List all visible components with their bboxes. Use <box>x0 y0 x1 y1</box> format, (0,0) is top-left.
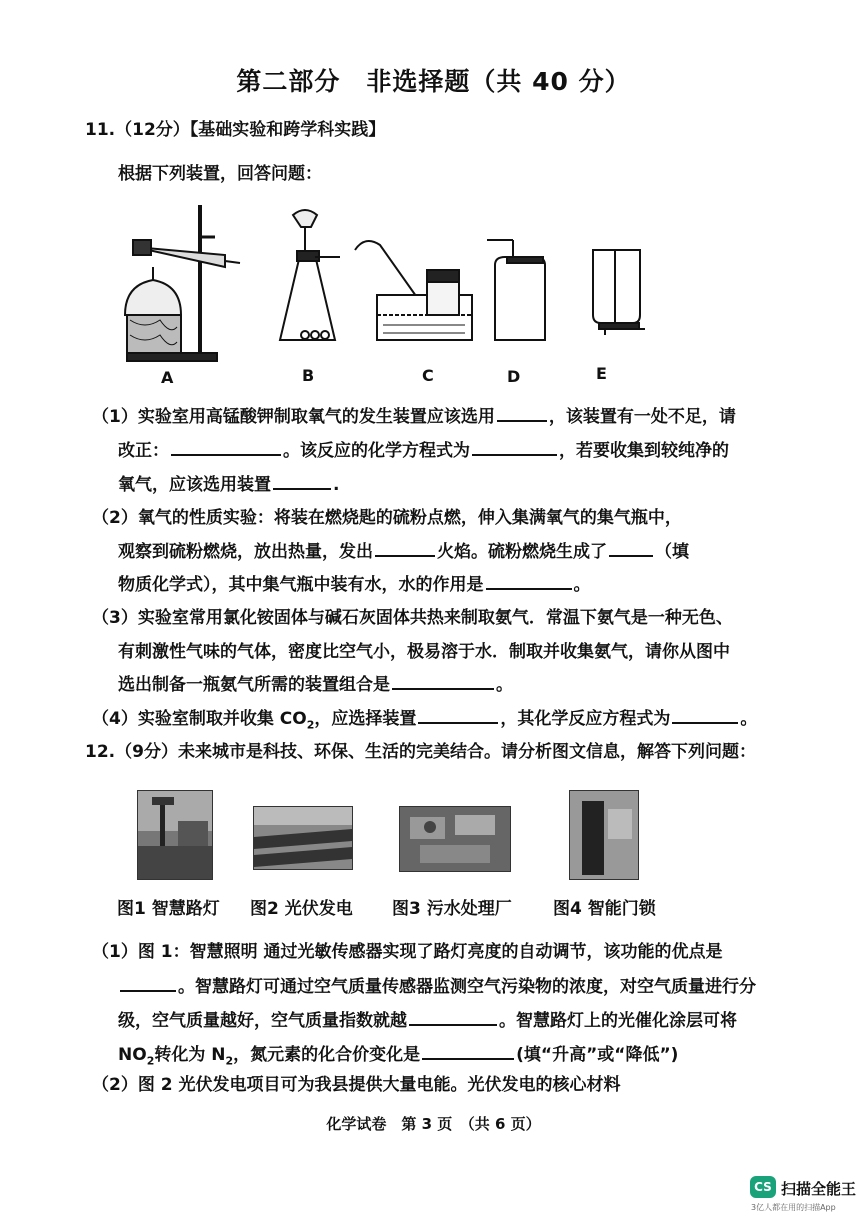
scanner-tagline: 3亿人都在用的扫描App <box>751 1203 836 1212</box>
text: 。 <box>496 675 513 695</box>
answer-blank[interactable] <box>609 540 653 557</box>
scanner-logo-icon: CS <box>750 1176 776 1198</box>
sewage-image <box>400 807 510 871</box>
photo-smart-lock <box>569 790 639 880</box>
text: ，氮元素的化合价变化是 <box>233 1045 421 1065</box>
solar-image <box>254 807 352 869</box>
text: 火焰。硫粉燃烧生成了 <box>437 542 607 562</box>
scanner-app-name: 扫描全能王 <box>781 1180 857 1198</box>
q11-p4-line1 <box>92 704 757 731</box>
text: 氧气，应该选用装置 <box>118 475 271 495</box>
q11-p3-line2: 有刺激性气味的气体，密度比空气小，极易溶于水．制取并收集氨气，请你从图中 <box>118 642 730 662</box>
subscript: 2 <box>146 1054 155 1068</box>
apparatus-a <box>125 205 240 361</box>
apparatus-label-b: B <box>302 366 315 385</box>
page-footer: 化学试卷 第 3 页 （共 6 页） <box>326 1115 541 1133</box>
answer-blank[interactable] <box>392 673 494 690</box>
q11-heading: 11.（12分）【基础实验和跨学科实践】 <box>85 120 386 140</box>
text: ，若要收集到较纯净的 <box>559 441 729 461</box>
q11-p3-line3 <box>118 670 513 695</box>
photo-smart-streetlight <box>137 790 213 880</box>
q12-p1-line2 <box>118 972 756 997</box>
answer-blank[interactable] <box>472 439 557 456</box>
q11-intro: 根据下列装置，回答问题： <box>118 164 322 184</box>
text: （1）实验室用高锰酸钾制取氧气的发生装置应该选用 <box>92 407 495 427</box>
text: NO <box>118 1045 147 1065</box>
apparatus-c <box>355 241 472 340</box>
text: . <box>333 475 340 495</box>
q11-p3-line1: （3）实验室常用氯化铵固体与碱石灰固体共热来制取氨气．常温下氨气是一种无色、 <box>92 608 733 628</box>
q11-p1-line1 <box>92 402 736 427</box>
q12-p1-line3 <box>118 1006 737 1031</box>
answer-blank[interactable] <box>409 1009 497 1026</box>
apparatus-e <box>593 250 645 335</box>
text: 。 <box>573 575 591 595</box>
text: 观察到硫粉燃烧，放出热量，发出 <box>118 542 373 562</box>
apparatus-label-a: A <box>161 368 174 387</box>
apparatus-label-e: E <box>596 364 607 383</box>
text: 。 <box>740 709 758 729</box>
text: 转化为 N <box>154 1045 226 1065</box>
text: （填 <box>655 542 689 562</box>
subscript: 2 <box>306 718 315 732</box>
caption-fig4: 图4 智能门锁 <box>553 899 656 919</box>
caption-fig3: 图3 污水处理厂 <box>392 899 512 919</box>
answer-blank[interactable] <box>497 405 547 422</box>
q11-p2-line3 <box>118 570 591 595</box>
text: 级，空气质量越好，空气质量指数就越 <box>118 1011 407 1031</box>
answer-blank[interactable] <box>486 573 572 590</box>
q12-p1-line4 <box>118 1040 678 1067</box>
streetlight-image <box>138 791 212 879</box>
text: 改正： <box>118 441 169 461</box>
q11-p2-line2 <box>118 537 689 562</box>
answer-blank[interactable] <box>375 540 435 557</box>
q12-p2-line1: （2）图 2 光伏发电项目可为我县提供大量电能。光伏发电的核心材料 <box>92 1075 621 1095</box>
q12-heading: 12.（9分）未来城市是科技、环保、生活的完美结合。请分析图文信息，解答下列问题： <box>85 742 756 762</box>
answer-blank[interactable] <box>418 707 498 724</box>
text: ，该装置有一处不足，请 <box>548 407 736 427</box>
text: ，其化学反应方程式为 <box>500 709 671 729</box>
answer-blank[interactable] <box>672 707 738 724</box>
q11-p1-line3 <box>118 470 339 495</box>
apparatus-figure <box>115 195 675 390</box>
answer-blank[interactable] <box>422 1043 514 1060</box>
photo-solar-power <box>253 806 353 870</box>
answer-blank[interactable] <box>171 439 281 456</box>
apparatus-label-d: D <box>507 367 521 386</box>
subscript: 2 <box>225 1054 234 1068</box>
answer-blank[interactable] <box>120 975 176 992</box>
text: 物质化学式），其中集气瓶中装有水，水的作用是 <box>118 575 484 595</box>
caption-fig2: 图2 光伏发电 <box>250 899 353 919</box>
q11-p2-line1: （2）氧气的性质实验：将装在燃烧匙的硫粉点燃，伸入集满氧气的集气瓶中， <box>92 508 682 528</box>
apparatus-d <box>487 240 545 340</box>
text: ，应选择装置 <box>314 709 417 729</box>
photo-sewage-plant <box>399 806 511 872</box>
lock-image <box>570 791 638 879</box>
text: 。智慧路灯可通过空气质量传感器监测空气污染物的浓度，对空气质量进行分 <box>178 977 756 997</box>
q11-p1-line2 <box>118 436 729 461</box>
q12-p1-line1: （1）图 1：智慧照明 通过光敏传感器实现了路灯亮度的自动调节，该功能的优点是 <box>92 942 723 962</box>
text: 选出制备一瓶氨气所需的装置组合是 <box>118 675 390 695</box>
text: 。智慧路灯上的光催化涂层可将 <box>499 1011 737 1031</box>
caption-fig1: 图1 智慧路灯 <box>117 899 220 919</box>
answer-blank[interactable] <box>273 473 331 490</box>
text: 。该反应的化学方程式为 <box>283 441 470 461</box>
apparatus-b <box>280 210 340 340</box>
apparatus-label-c: C <box>422 366 434 385</box>
section-title: 第二部分 非选择题（共 40 分） <box>236 67 631 96</box>
text: (填“升高”或“降低”) <box>516 1045 679 1065</box>
text: （4）实验室制取并收集 CO <box>92 709 307 729</box>
